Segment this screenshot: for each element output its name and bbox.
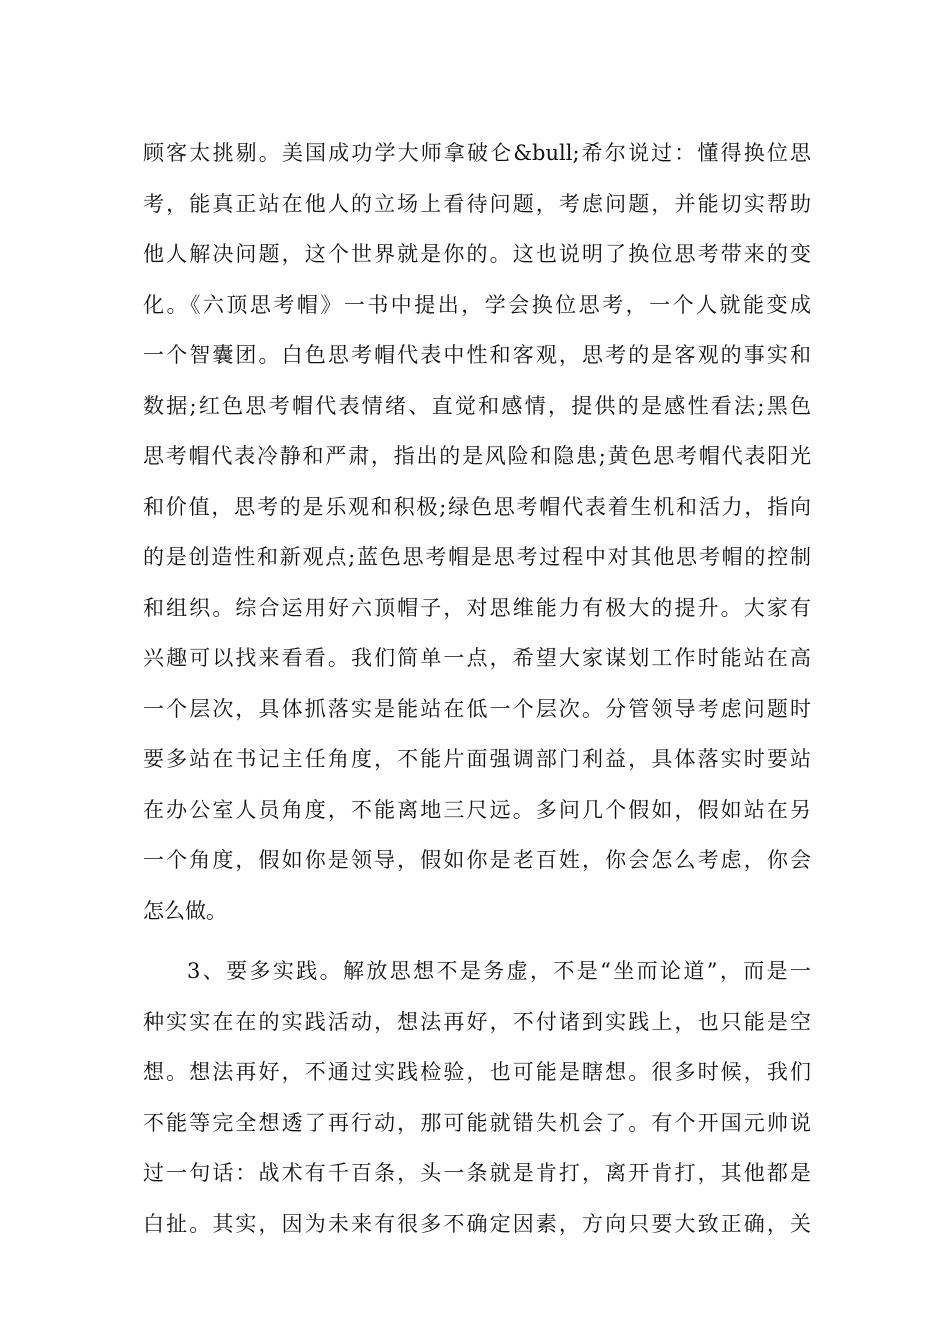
text-line: 3、要多实践。解放思想不是务虚，不是“坐而论道”，而是一 [187, 959, 811, 983]
text-line: 一个智囊团。白色思考帽代表中性和客观，思考的是客观的事实和 [143, 343, 811, 367]
text-line: 在办公室人员角度，不能离地三尺远。多问几个假如，假如站在另 [143, 797, 811, 822]
text-line: 和价值，思考的是乐观和积极;绿色思考帽代表着生机和活力，指向 [143, 494, 811, 519]
text-line: 种实实在在的实践活动，想法再好，不付诸到实践上，也只能是空 [143, 1009, 811, 1034]
paragraph-換位思考 [143, 128, 811, 936]
text-line: 要多站在书记主任角度，不能片面强调部门利益，具体落实时要站 [143, 747, 811, 771]
text-line: 想。想法再好，不通过实践检验，也可能是瞎想。很多时候，我们 [143, 1060, 811, 1084]
text-line: 化。《六顶思考帽》一书中提出，学会换位思考，一个人就能变成 [143, 292, 811, 317]
text-line: 白扯。其实，因为未来有很多不确定因素，方向只要大致正确，关 [143, 1211, 811, 1236]
text-line: 思考帽代表冷静和严肃，指出的是风险和隐患;黄色思考帽代表阳光 [143, 444, 811, 468]
text-line: 怎么做。 [143, 898, 227, 923]
paragraph-gap [143, 936, 811, 946]
text-line: 和组织。综合运用好六顶帽子，对思维能力有极大的提升。大家有 [143, 595, 811, 620]
text-line: 的是创造性和新观点;蓝色思考帽是思考过程中对其他思考帽的控制 [143, 545, 811, 569]
text-line: 一个角度，假如你是领导，假如你是老百姓，你会怎么考虑，你会 [143, 848, 811, 872]
text-line: 过一句话：战术有千百条，头一条就是肯打，离开肯打，其他都是 [143, 1161, 811, 1185]
text-line: 考，能真正站在他人的立场上看待问题，考虑问题，并能切实帮助 [143, 191, 811, 216]
text-line: 数据;红色思考帽代表情绪、直觉和感情，提供的是感性看法;黑色 [143, 393, 811, 418]
text-line: 他人解决问题，这个世界就是你的。这也说明了换位思考带来的变 [143, 242, 811, 266]
text-line: 顾客太挑剔。美国成功学大师拿破仑&bull;希尔说过：懂得换位思 [143, 141, 811, 165]
paragraph-practice [143, 946, 811, 1249]
text-line: 不能等完全想透了再行动，那可能就错失机会了。有个开国元帅说 [143, 1110, 811, 1135]
text-line: 兴趣可以找来看看。我们简单一点，希望大家谋划工作时能站在高 [143, 646, 811, 670]
text-line: 一个层次，具体抓落实是能站在低一个层次。分管领导考虑问题时 [143, 696, 811, 721]
document-body [143, 128, 811, 1249]
